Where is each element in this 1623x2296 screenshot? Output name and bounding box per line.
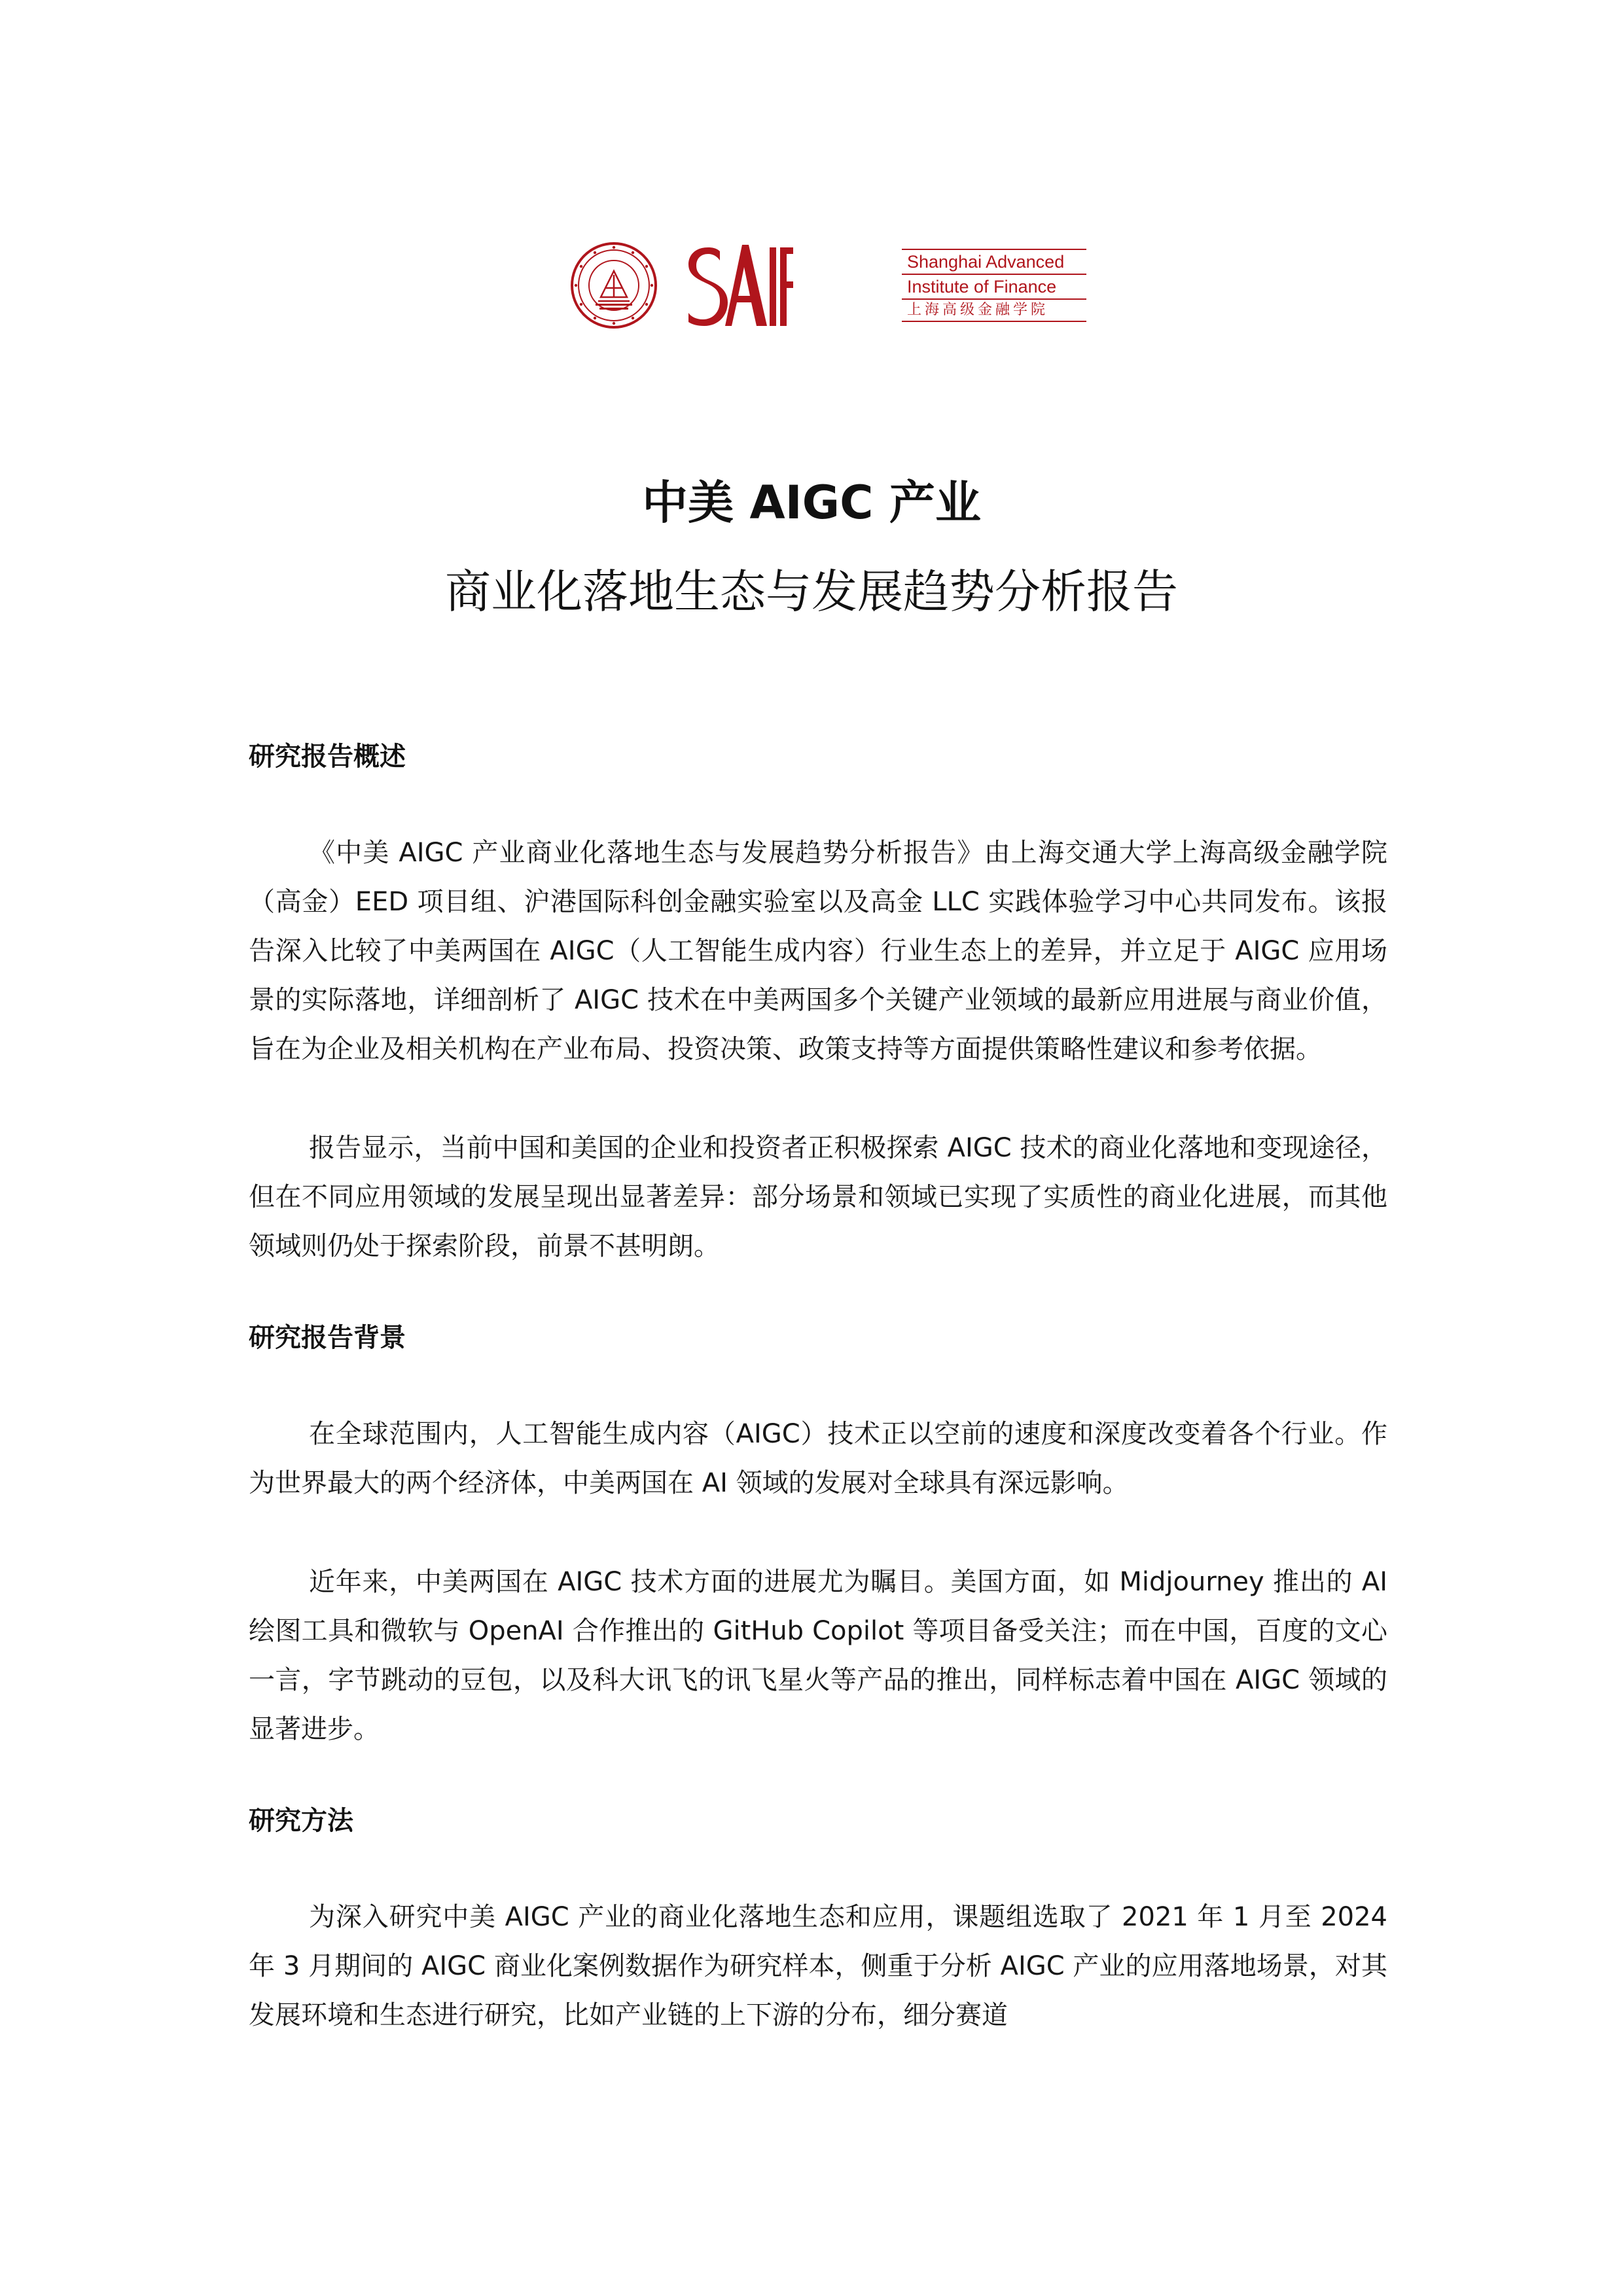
logo-english-line2: Institute of Finance — [907, 277, 1057, 296]
logo-chinese-name: 上海高级金融学院 — [907, 302, 1049, 318]
saif-wordmark-icon — [686, 242, 793, 330]
header-logos — [569, 241, 1093, 332]
section-heading-background: 研究报告背景 — [249, 1323, 406, 1353]
paragraph: 《中美 AIGC 产业商业化落地生态与发展趋势分析报告》由上海交通大学上海高级金融学院（高金）EED 项目组、沪港国际科创金融实验室以及高金 LLC 实践体验学习中心共同发布。该报告深入比较了中美两国在 AIGC（人工智能生成内容）行业生态上的差异，并立足于 AIGC 应用场景的实际落地，详细剖析了 AIGC 技术在中美两国多个关键产业领域的最新应用进展与商业价值，旨在为企业及相关机构在产业布局、投资决策、政策支持等方面提供策略性建议和参考依据。 — [249, 838, 1387, 1064]
sjtu-seal-icon — [569, 241, 658, 330]
logo-english-line1: Shanghai Advanced — [907, 252, 1065, 272]
document-title-line1: 中美 AIGC 产业 — [642, 476, 981, 529]
section-heading-methodology: 研究方法 — [249, 1806, 353, 1836]
section-heading-overview: 研究报告概述 — [249, 742, 406, 772]
paragraph: 报告显示，当前中国和美国的企业和投资者正积极探索 AIGC 技术的商业化落地和变现途径，但在不同应用领域的发展呈现出显著差异：部分场景和领域已实现了实质性的商业化进展，而其他领域则仍处于探索阶段，前景不甚明朗。 — [249, 1133, 1387, 1261]
logo-bottom-rule — [902, 321, 1086, 322]
paragraph: 近年来，中美两国在 AIGC 技术方面的进展尤为瞩目。美国方面，如 Midjourney 推出的 AI 绘图工具和微软与 OpenAI 合作推出的 GitHub Copilot 等项目备受关注；而在中国，百度的文心一言，字节跳动的豆包，以及科大讯飞的讯飞星火等产品的推出，同样标志着中国在 AIGC 领域的显著进步。 — [249, 1567, 1387, 1744]
paragraph: 在全球范围内，人工智能生成内容（AIGC）技术正以空前的速度和深度改变着各个行业。作为世界最大的两个经济体，中美两国在 AI 领域的发展对全球具有深远影响。 — [249, 1419, 1387, 1498]
document-title-line2: 商业化落地生态与发展趋势分析报告 — [445, 565, 1178, 619]
document-body — [249, 737, 1387, 2040]
paragraph: 为深入研究中美 AIGC 产业的商业化落地生态和应用，课题组选取了 2021 年 1 月至 2024 年 3 月期间的 AIGC 商业化案例数据作为研究样本，侧重于分析 AIGC 产业的应用落地场景，对其发展环境和生态进行研究，比如产业链的上下游的分布，细分赛道 — [249, 1902, 1387, 2030]
saif-name-block — [902, 249, 1092, 322]
